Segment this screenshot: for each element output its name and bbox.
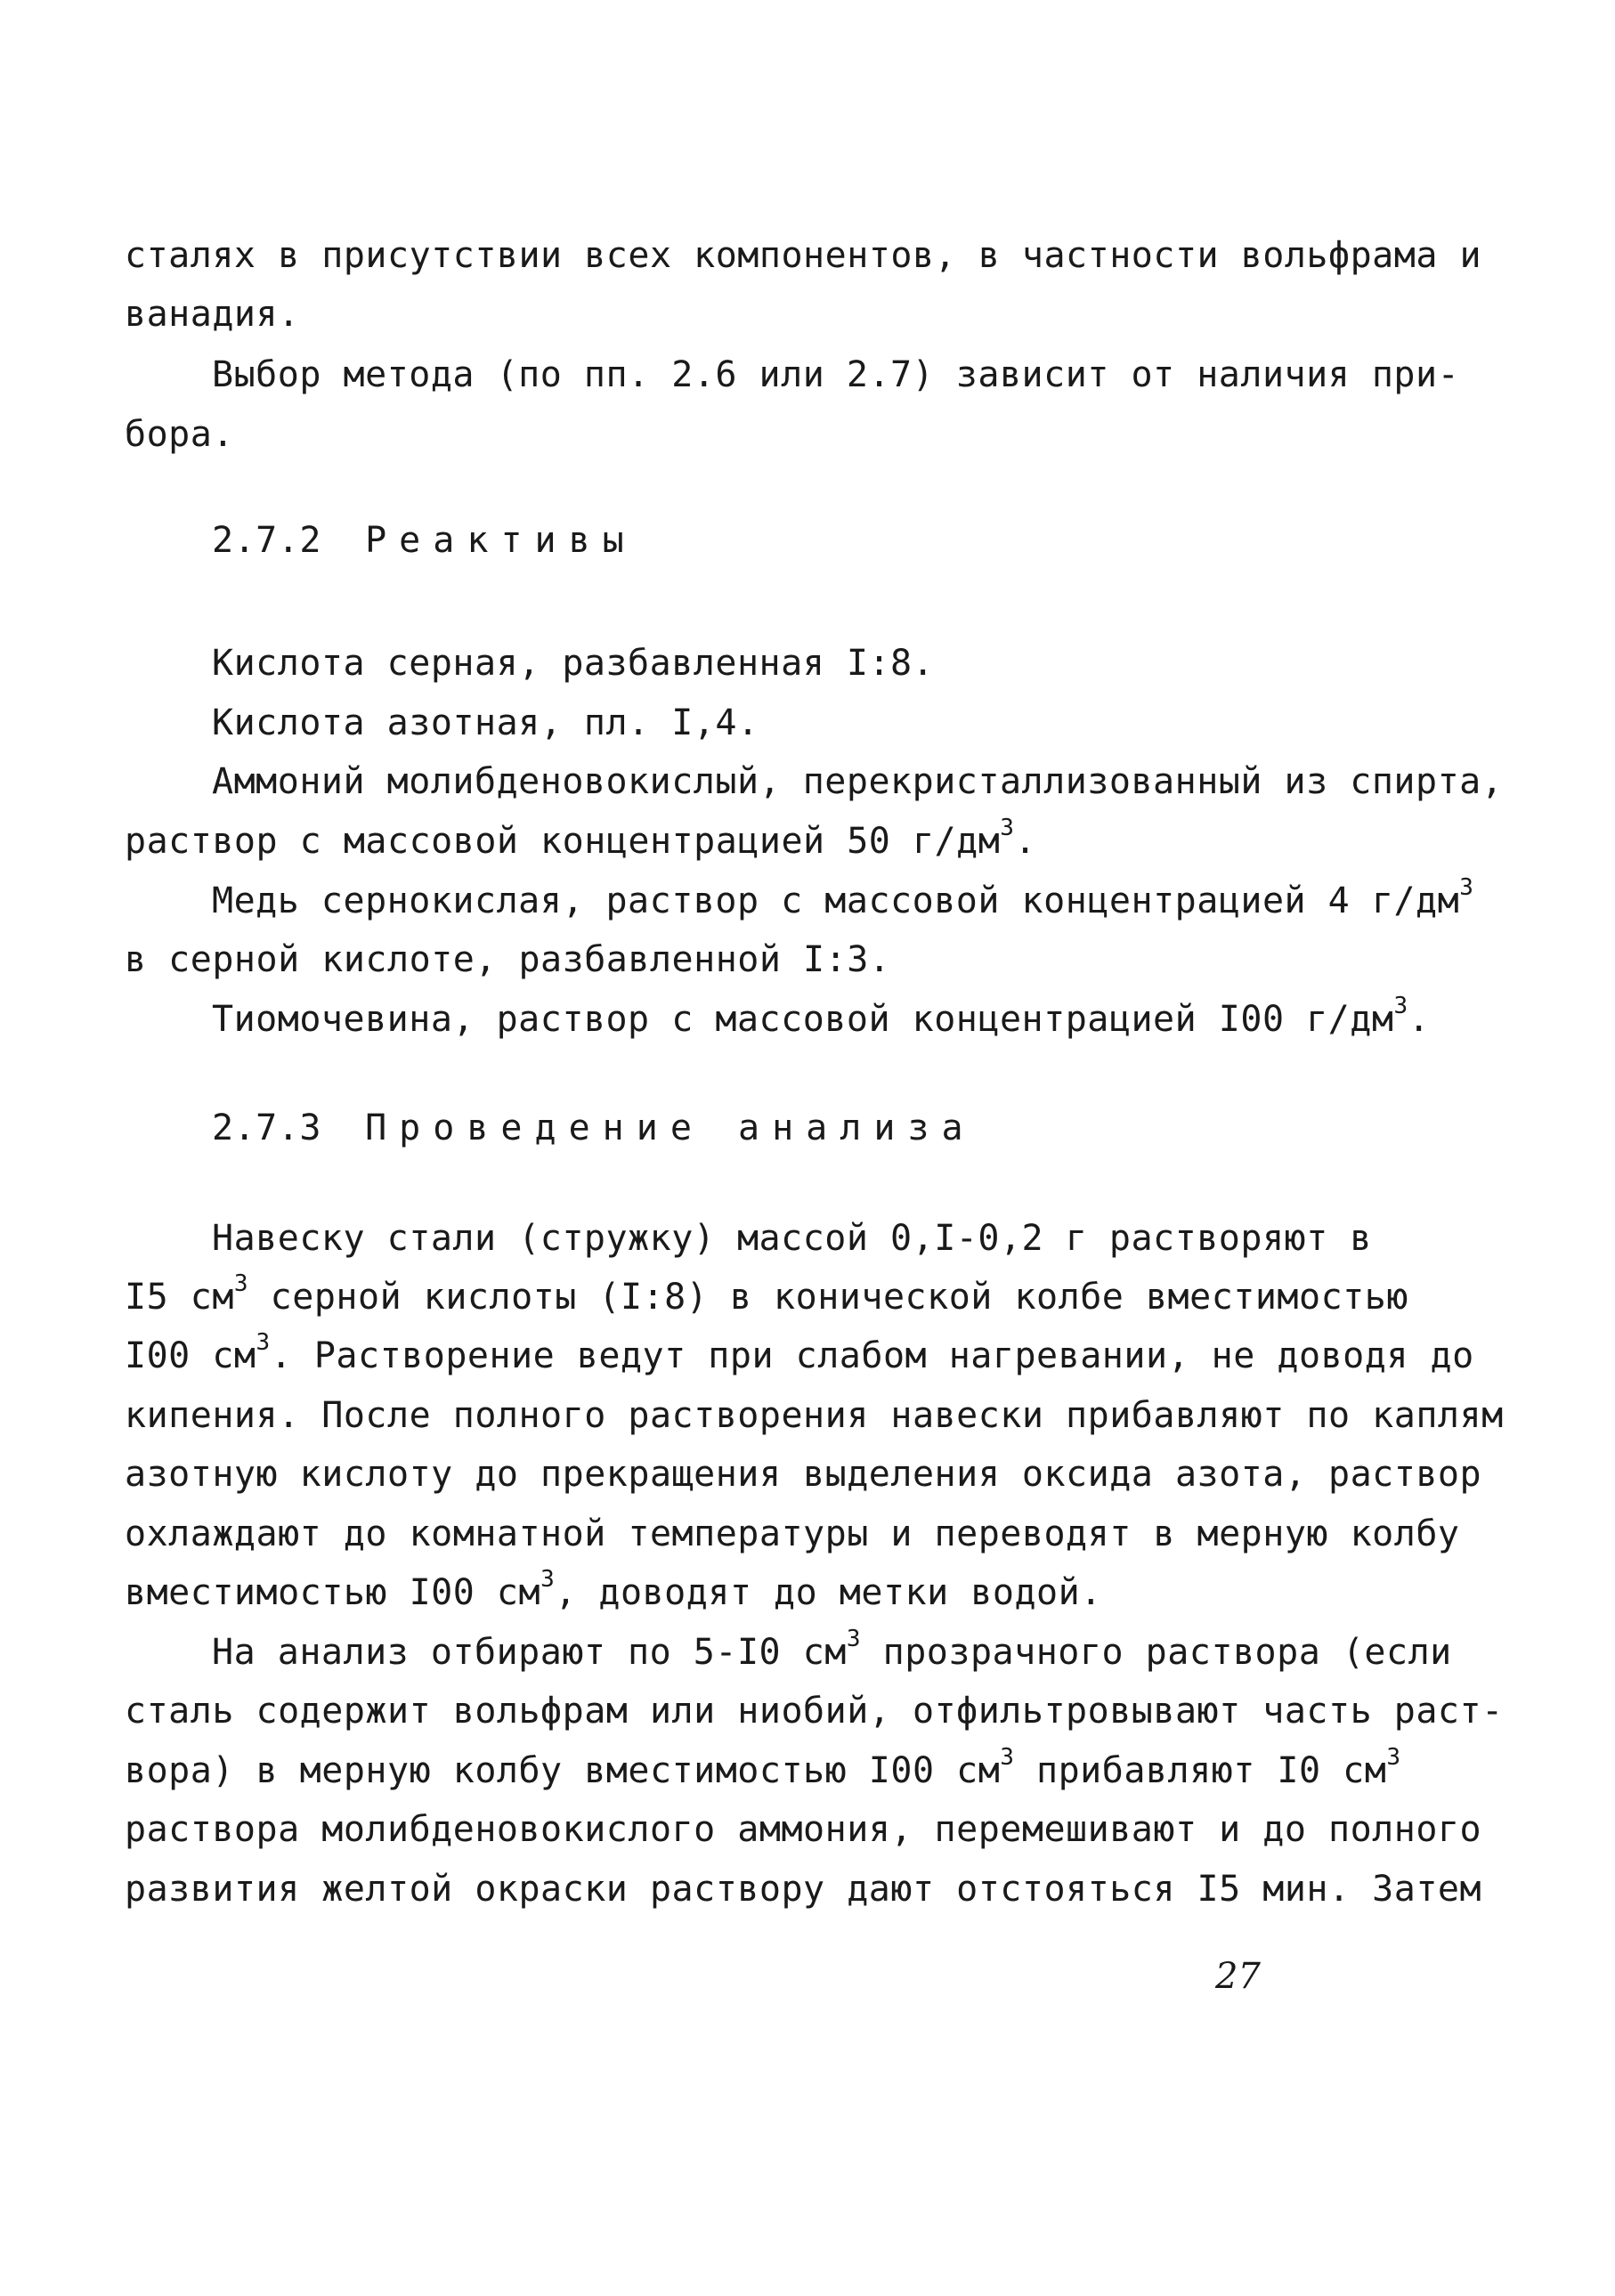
- section-number: 2.7.3: [212, 1107, 321, 1148]
- text-line: раствор с массовой концентрацией 50 $г/дм^3$.: [125, 814, 1037, 862]
- section-heading-reagents: [212, 518, 637, 563]
- page-number: 27: [1215, 1956, 1261, 1997]
- text-line: кипения. После полного растворения навески прибавляют по каплям: [125, 1395, 1504, 1436]
- text-line: бора.: [125, 414, 234, 455]
- text-line: I00 $см^3$. Растворение ведут при слабом нагревании, не доводя до: [125, 1328, 1474, 1376]
- text-line: Кислота серная, разбавленная I:8.: [212, 643, 935, 684]
- section-title: Реактивы: [365, 520, 637, 561]
- text-line: Навеску стали (стружку) массой 0,I-0,2 г растворяют в: [212, 1218, 1372, 1259]
- section-heading-analysis: [212, 1106, 976, 1150]
- text-line: Аммоний молибденовокислый, перекристаллизованный из спирта,: [212, 761, 1504, 802]
- text-line: Выбор метода (по пп. 2.6 или 2.7) зависит от наличия при-: [212, 354, 1460, 395]
- text-line: развития желтой окраски раствору дают отстояться I5 мин. Затем: [125, 1869, 1482, 1910]
- text-line: Тиомочевина, раствор с массовой концентрацией I00 $г/дм^3$.: [212, 992, 1431, 1040]
- text-line: ванадия.: [125, 294, 300, 335]
- text-line: I5 $см^3$ серной кислоты (I:8) в конической колбе вместимостью: [125, 1270, 1408, 1318]
- text-line: сталях в присутствии всех компонентов, в частности вольфрама и: [125, 235, 1482, 276]
- text-line: вместимостью I00 $см^3$, доводят до метки водой.: [125, 1565, 1102, 1613]
- section-number: 2.7.2: [212, 520, 321, 561]
- text-line: сталь содержит вольфрам или ниобий, отфильтровывают часть раст-: [125, 1691, 1504, 1732]
- text-line: раствора молибденовокислого аммония, перемешивают и до полного: [125, 1809, 1482, 1850]
- text-line: охлаждают до комнатной температуры и переводят в мерную колбу: [125, 1513, 1460, 1554]
- text-line: вора) в мерную колбу вместимостью I00 $см^3$ прибавляют I0 $см^3$: [125, 1743, 1401, 1791]
- text-line: Медь сернокислая, раствор с массовой концентрацией 4 $г/дм^3$: [212, 873, 1474, 921]
- text-line: На анализ отбирают по 5-I0 $см^3$ прозрачного раствора (если: [212, 1625, 1452, 1673]
- text-line: азотную кислоту до прекращения выделения оксида азота, раствор: [125, 1454, 1482, 1495]
- text-line: в серной кислоте, разбавленной I:3.: [125, 939, 891, 980]
- section-title: Проведение анализа: [365, 1107, 976, 1148]
- text-line: Кислота азотная, пл. I,4.: [212, 702, 759, 743]
